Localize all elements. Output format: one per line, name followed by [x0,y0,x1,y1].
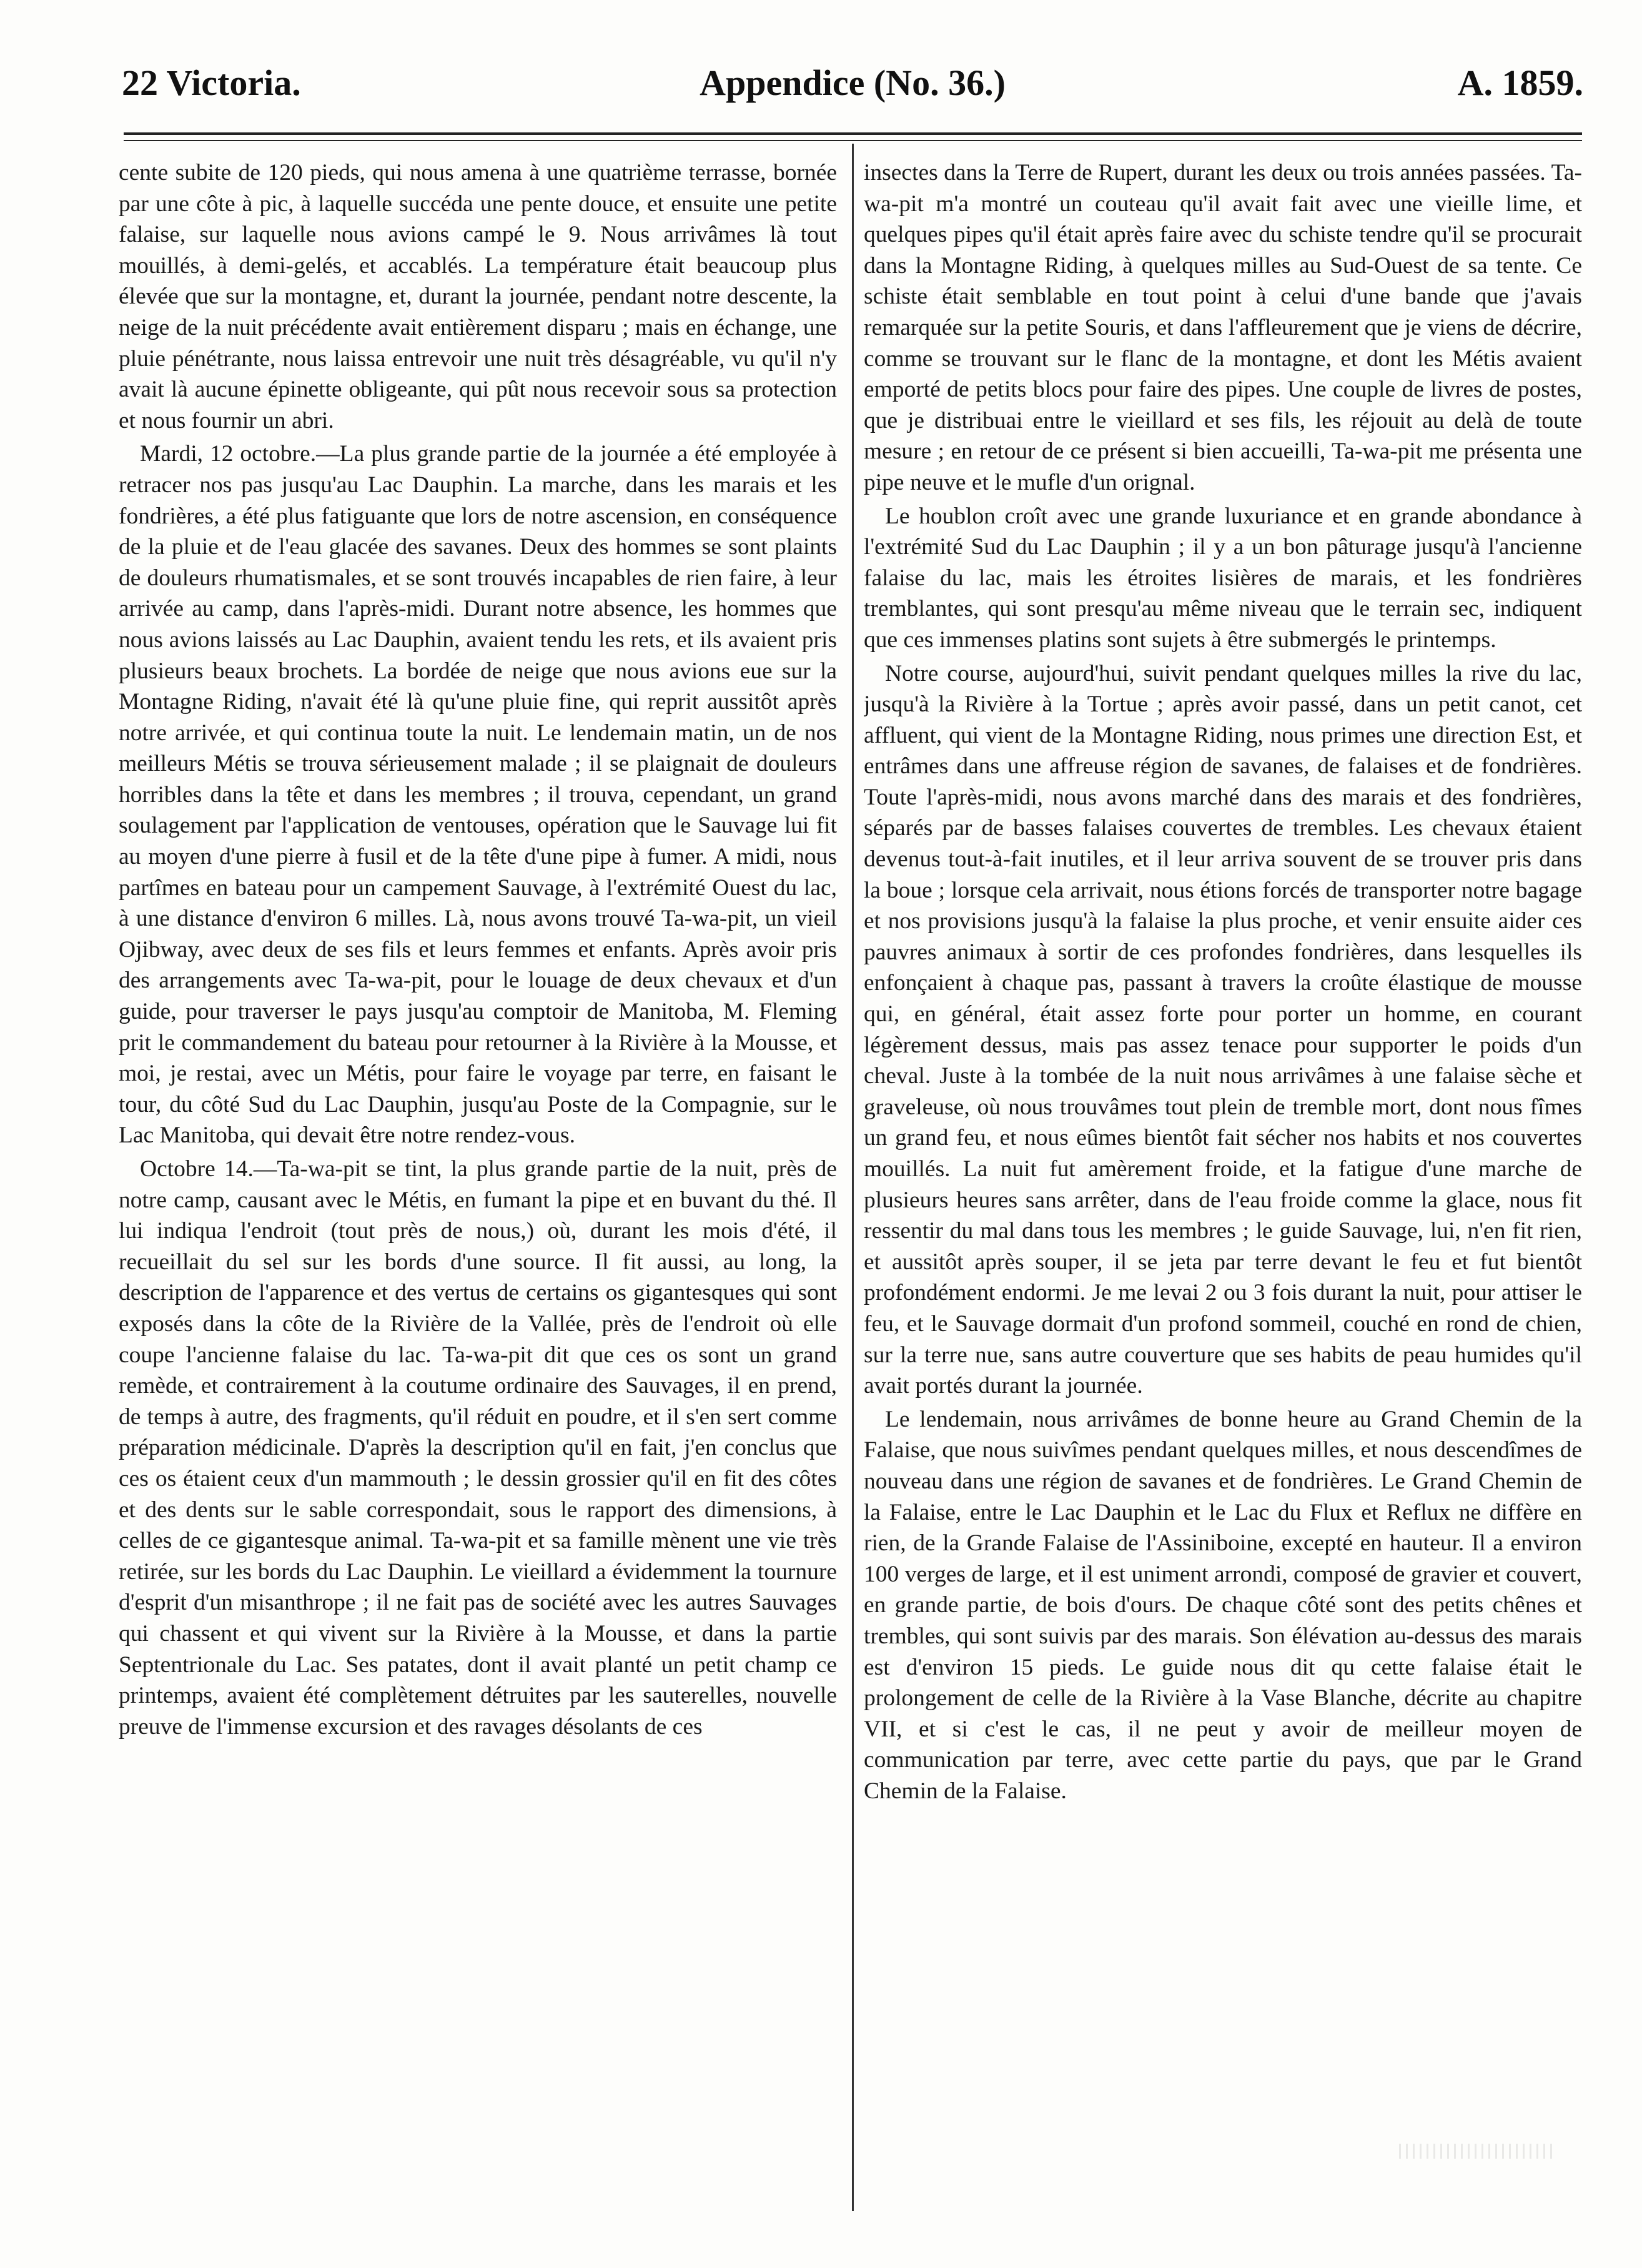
header-year: A. 1859. [1457,62,1583,103]
header-appendix: Appendice (No. 36.) [700,62,1006,103]
header-session: 22 Victoria. [122,62,301,103]
right-paragraph-4: Le lendemain, nous arrivâmes de bonne heure au Grand Chemin de la Falaise, que nous suivîmes pendant quelques milles, et nous descendîmes de nouveau dans une région de savanes et de fondrières. Le Grand Chemin de la Falaise, entre le Lac Dauphin et le Lac du Flux et Reflux ne diffère en rien, de la Grande Falaise de l'Assiniboine, excepté en hauteur. Il a environ 100 verges de large, et il est uniment arrondi, composé de gravier et couvert, en grande partie, de bois d'ours. De chaque côté sont des petits chênes et trembles, qui sont suivis par des marais. Son élévation au-dessus des marais est d'environ 15 pieds. Le guide nous dit qu cette falaise était le prolongement de celle de la Rivière à la Vase Blanche, décrite au chapitre VII, et si c'est le cas, il ne peut y avoir de meilleur moyen de communication par terre, avec cette partie du pays, que par le Grand Chemin de la Falaise. [864,1406,1582,1804]
left-column [119,157,837,2219]
header-rule-thick [124,132,1582,135]
left-paragraph-1: cente subite de 120 pieds, qui nous amena à une quatrième terrasse, bornée par une côte à pic, à laquelle succéda une pente douce, et ensuite une petite falaise, sur laquelle nous avions campé le 9. Nous arrivâmes là tout mouillés, à demi-gelés, et accablés. La température était beaucoup plus élevée que sur la montagne, et, durant la journée, pendant notre descente, la neige de la nuit précédente avait entièrement disparu ; mais en échange, une pluie pénétrante, nous laissa entrevoir une nuit très désagréable, vu qu'il n'y avait là aucune épinette obligeante, qui pût nous recevoir sous sa protection et nous fournir un abri. [119,160,837,433]
left-paragraph-2: Mardi, 12 octobre.—La plus grande partie de la journée a été employée à retracer nos pas jusqu'au Lac Dauphin. La marche, dans les marais et les fondrières, a été plus fatiguante que lors de notre ascension, en conséquence de la pluie et de l'eau glacée des savanes. Deux des hommes se sont plaints de douleurs rhumatismales, et se sont trouvés incapables de rien faire, à leur arrivée au camp, dans l'après-midi. Durant notre absence, les hommes que nous avions laissés au Lac Dauphin, avaient tendu les rets, et ils avaient pris plusieurs beaux brochets. La bordée de neige que nous avions eue sur la Montagne Riding, n'avait été là qu'une pluie fine, qui reprit aussitôt après notre arrivée, et qui continua toute la nuit. Le lendemain matin, un de nos meilleurs Métis se trouva sérieusement malade ; il se plaignait de douleurs horribles dans la tête et dans les membres ; il trouva, cependant, un grand soulagement par l'application de ventouses, opération que le Sauvage lui fit au moyen d'une pierre à fusil et de la tête d'une pipe à fumer. A midi, nous partîmes en bateau pour un campement Sauvage, à l'extrémité Ouest du lac, à une distance d'environ 6 milles. Là, nous avons trouvé Ta-wa-pit, un vieil Ojibway, avec deux de ses fils et leurs femmes et enfants. Après avoir pris des arrangements avec Ta-wa-pit, pour le louage de deux chevaux et d'un guide, pour traverser le pays jusqu'au comptoir de Manitoba, M. Fleming prit le commandement du bateau pour retourner à la Rivière à la Mousse, et moi, je restai, avec un Métis, pour faire le voyage par terre, en faisant le tour, du côté Sud du Lac Dauphin, jusqu'au Poste de la Compagnie, sur le Lac Manitoba, qui devait être notre rendez-vous. [119,441,837,1149]
right-paragraph-2: Le houblon croît avec une grande luxuriance et en grande abondance à l'extrémité Sud du Lac Dauphin ; il y a un bon pâturage jusqu'à l'ancienne falaise du lac, mais les étroites lisières de marais, et les fondrières tremblantes, qui sont presqu'au même niveau que le terrain sec, indiquent que ces immenses platins sont sujets à être submergés le printemps. [864,503,1582,653]
running-header [122,55,1583,111]
scan-speckle [1399,2144,1555,2159]
left-paragraph-3: Octobre 14.—Ta-wa-pit se tint, la plus grande partie de la nuit, près de notre camp, causant avec le Métis, en fumant la pipe et en buvant du thé. Il lui indiqua l'endroit (tout près de nous,) où, durant les mois d'été, il recueillait du sel sur les bords d'une source. Il fit aussi, au long, la description de l'apparence et des vertus de certains os gigantesques qui sont exposés dans la côte de la Rivière de la Vallée, près de l'endroit où elle coupe l'ancienne falaise du lac. Ta-wa-pit dit que ces os sont un grand remède, et contrairement à la coutume ordinaire des Sauvages, il en prend, de temps à autre, des fragments, qu'il réduit en poudre, et il s'en sert comme préparation médicinale. D'après la description qu'il en fait, j'en conclus que ces os étaient ceux d'un mammouth ; le dessin grossier qu'il en fit des côtes et des dents sur le sable correspondait, sous le rapport des dimensions, à celles de ce gigantesque animal. Ta-wa-pit et sa famille mènent une vie très retirée, sur les bords du Lac Dauphin. Le vieillard a évidemment la tournure d'esprit d'un misanthrope ; il ne fait pas de société avec les autres Sauvages qui chassent et qui vivent sur la Rivière à la Mousse, et dans la partie Septentrionale du Lac. Ses patates, dont il avait planté un petit champ ce printemps, avaient été complètement détruites par les sauterelles, nouvelle preuve de l'immense excursion et des ravages désolants de ces [119,1156,837,1740]
right-column [864,157,1582,2219]
header-rule-thin [124,140,1582,141]
right-paragraph-1: insectes dans la Terre de Rupert, durant les deux ou trois années passées. Ta-wa-pit m'a montré un couteau qu'il avait fait avec une vieille lime, et quelques pipes qu'il était après faire avec du schiste tendre qu'il se procurait dans la Montagne Riding, à quelques milles au Sud-Ouest de sa tente. Ce schiste était semblable en tout point à celui d'une bande que j'avais remarquée sur la petite Souris, et dans l'affleurement que je viens de décrire, comme se trouvant sur le flanc de la montagne, et dont les Métis avaient emporté de petits blocs pour faire des pipes. Une couple de livres de postes, que je distribuai entre le vieillard et ses fils, les réjouit au delà de toute mesure ; en retour de ce présent si bien accueilli, Ta-wa-pit me présenta une pipe neuve et le mufle d'un orignal. [864,160,1582,495]
right-paragraph-3: Notre course, aujourd'hui, suivit pendant quelques milles la rive du lac, jusqu'à la Rivière à la Tortue ; après avoir passé, dans un petit canot, cet affluent, qui vient de la Montagne Riding, nous primes une direction Est, et entrâmes dans une affreuse région de savanes, de falaises et de fondrières. Toute l'après-midi, nous avons marché dans des marais et des fondrières, séparés par de basses falaises couvertes de trembles. Les chevaux étaient devenus tout-à-fait inutiles, et il leur arriva souvent de se trouver pris dans la boue ; lorsque cela arrivait, nous étions forcés de transporter notre bagage et nos provisions jusqu'à la falaise la plus proche, et venir ensuite aider ces pauvres animaux à sortir de ces profondes fondrières, dans lesquelles ils enfonçaient à chaque pas, passant à travers la croûte élastique de mousse qui, en général, était assez forte pour porter un homme, en courant légèrement dessus, mais pas assez tenace pour supporter le poids d'un cheval. Juste à la tombée de la nuit nous arrivâmes à une falaise sèche et graveleuse, où nous trouvâmes tout plein de tremble mort, dont nous fîmes un grand feu, et nous eûmes bientôt fait sécher nos habits et nos couvertes mouillés. La nuit fut amèrement froide, et la fatigue d'une marche de plusieurs heures sans arrêter, dans de l'eau froide comme la glace, nous fit ressentir du mal dans tous les membres ; le guide Sauvage, lui, n'en fit rien, et aussitôt après souper, il se jeta par terre devant le feu et fut bientôt profondément endormi. Je me levai 2 ou 3 fois durant la nuit, pour attiser le feu, et le Sauvage dormait d'un profond sommeil, couché en rond de chien, sur la terre nue, sans autre couverture que ses habits de peau humides qu'il avait portés durant la journée. [864,660,1582,1399]
column-divider [852,144,854,2211]
